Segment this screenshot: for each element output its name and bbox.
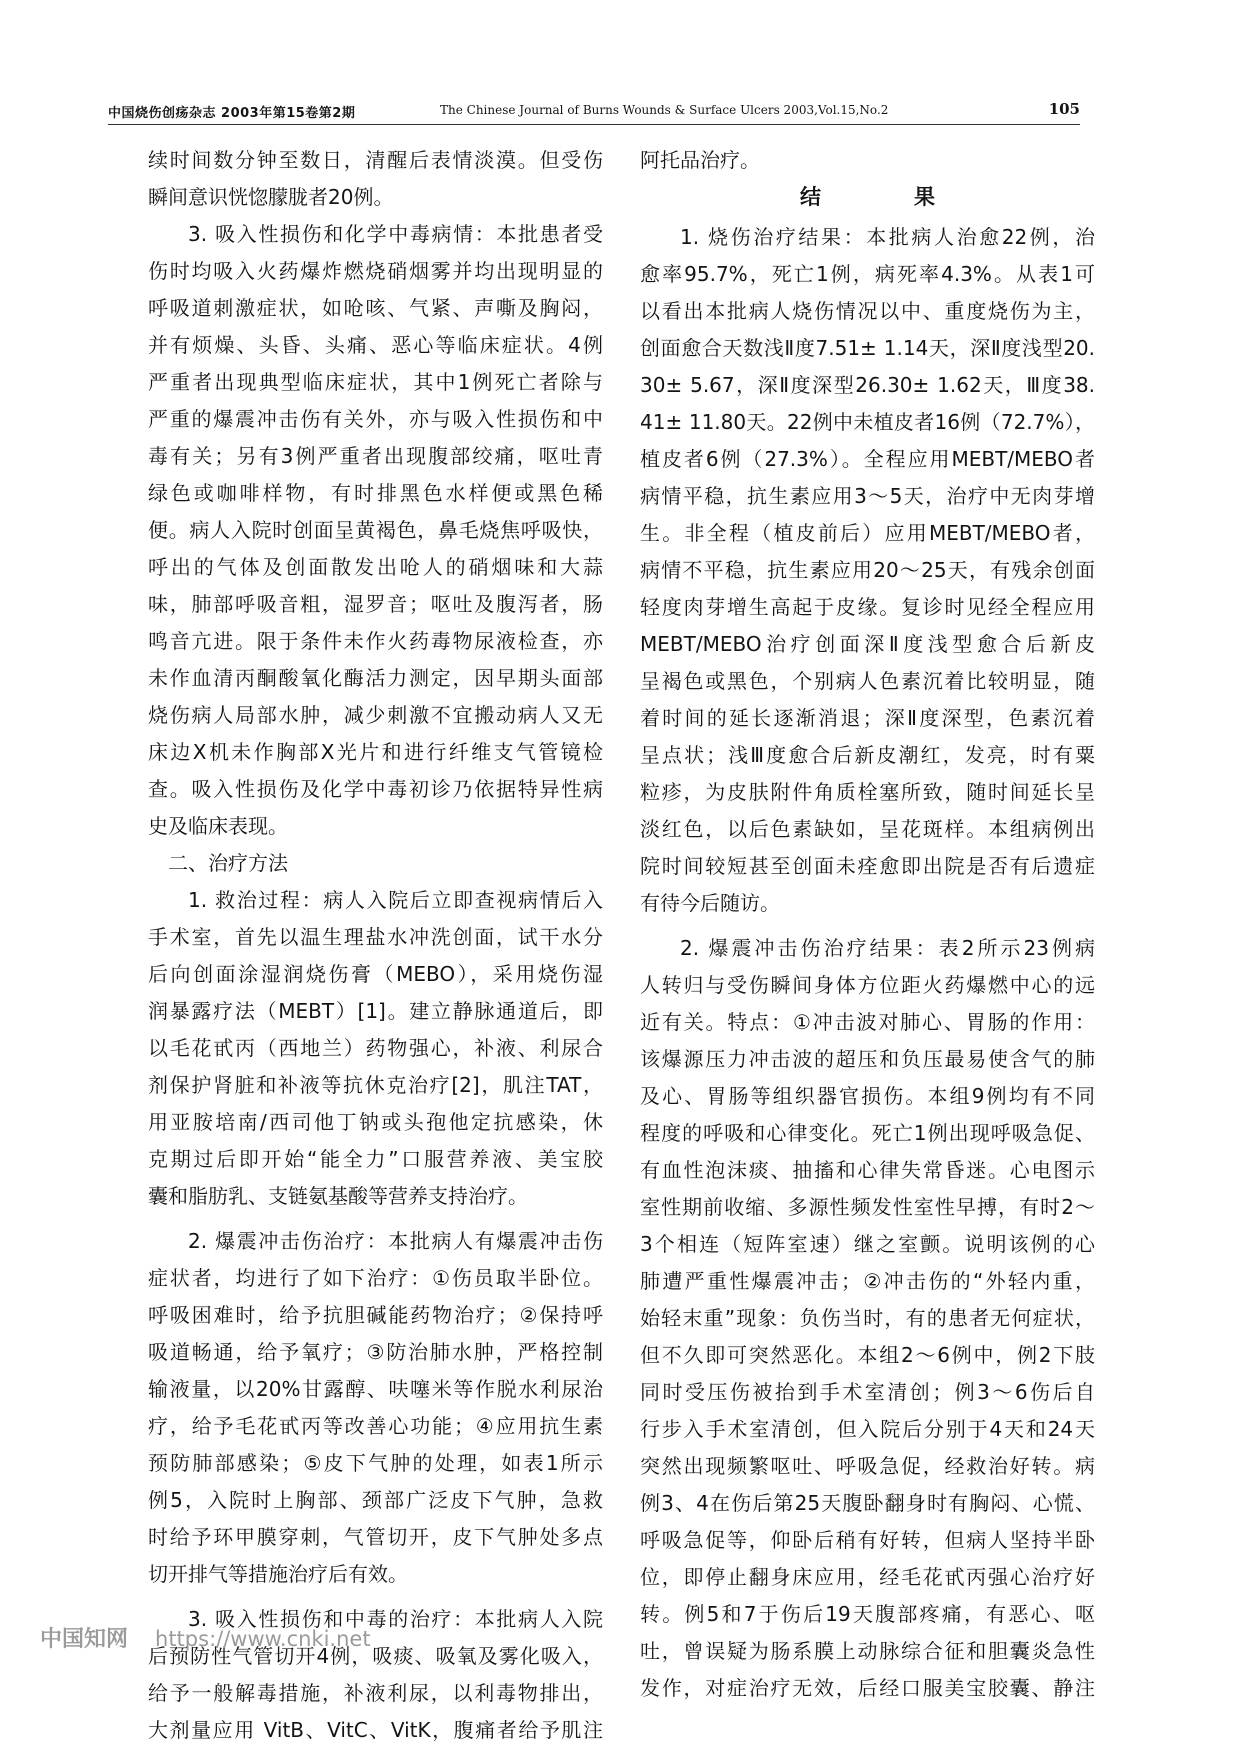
text-line: 但不久即可突然恶化。本组2～6例中，例2下肢 bbox=[640, 1343, 1095, 1367]
text-line: 同时受压伤被抬到手术室清创；例3～6伤后自 bbox=[640, 1380, 1095, 1404]
text-line: 粒疹，为皮肤附件角质栓塞所致，随时间延长呈 bbox=[640, 780, 1095, 804]
text-line: 院时间较短甚至创面未痊愈即出院是否有后遗症 bbox=[640, 854, 1095, 878]
watermark-footer bbox=[40, 1622, 371, 1652]
text-line: 囊和脂肪乳、支链氨基酸等营养支持治疗。 bbox=[148, 1184, 528, 1208]
text-line: 位，即停止翻身床应用，经毛花甙丙强心治疗好 bbox=[640, 1565, 1095, 1589]
text-line: 室性期前收缩、多源性频发性室性早搏，有时2～ bbox=[640, 1195, 1095, 1219]
text-line: 41± 11.80天。22例中未植皮者16例（72.7%）， bbox=[640, 410, 1095, 434]
text-line: 创面愈合天数浅Ⅱ度7.51± 1.14天，深Ⅱ度浅型20. bbox=[640, 336, 1095, 360]
text-line: 后预防性气管切开4例，吸痰、吸氧及雾化吸入， bbox=[148, 1644, 603, 1668]
text-line: 大剂量应用 VitB、VitC、VitK，腹痛者给予肌注 bbox=[148, 1718, 603, 1742]
text-line: 毒有关；另有3例严重者出现腹部绞痛，呕吐青 bbox=[148, 444, 603, 468]
text-line: 轻度肉芽增生高起于皮缘。复诊时见经全程应用 bbox=[640, 595, 1095, 619]
text-line: 植皮者6例（27.3%）。全程应用MEBT/MEBO者 bbox=[640, 447, 1095, 471]
text-line: 续时间数分钟至数日，清醒后表情淡漠。但受伤 bbox=[148, 148, 603, 172]
text-line: 史及临床表现。 bbox=[148, 814, 288, 838]
text-line: 症状者，均进行了如下治疗：①伤员取半卧位。 bbox=[148, 1266, 603, 1290]
text-line: 2. 爆震冲击伤治疗：本批病人有爆震冲击伤 bbox=[188, 1229, 603, 1253]
text-line: 例5，入院时上胸部、颈部广泛皮下气肿，急救 bbox=[148, 1488, 603, 1512]
text-line: 呼吸急促等，仰卧后稍有好转，但病人坚持半卧 bbox=[640, 1528, 1095, 1552]
text-line: 愈率95.7%，死亡1例，病死率4.3%。从表1可 bbox=[640, 262, 1095, 286]
text-line: 发作，对症治疗无效，后经口服美宝胶囊、静注 bbox=[640, 1676, 1095, 1700]
text-line: 用亚胺培南/西司他丁钠或头孢他定抗感染，休 bbox=[148, 1110, 603, 1134]
text-line: 便。病人入院时创面呈黄褐色，鼻毛烧焦呼吸快， bbox=[148, 518, 603, 542]
text-line: 3. 吸入性损伤和化学中毒病情：本批患者受 bbox=[188, 222, 603, 246]
text-line: 输液量，以20%甘露醇、呋噻米等作脱水利尿治 bbox=[148, 1377, 603, 1401]
text-line: 床边X机未作胸部X光片和进行纤维支气管镜检 bbox=[148, 740, 603, 764]
section-heading-results: 结 果 bbox=[800, 185, 971, 209]
text-line: 鸣音亢进。限于条件未作火药毒物尿液检查，亦 bbox=[148, 629, 603, 653]
text-line: 严重者出现典型临床症状，其中1例死亡者除与 bbox=[148, 370, 603, 394]
text-line: 行步入手术室清创，但入院后分别于4天和24天 bbox=[640, 1417, 1095, 1441]
text-line: 给予一般解毒措施，补液利尿，以利毒物排出， bbox=[148, 1681, 603, 1705]
text-line: 有待今后随访。 bbox=[640, 891, 780, 915]
journal-title-en: The Chinese Journal of Burns Wounds & Surface Ulcers 2003,Vol.15,No.2 bbox=[440, 103, 889, 117]
text-line: 未作血清丙酮酸氧化酶活力测定，因早期头面部 bbox=[148, 666, 603, 690]
text-line: 30± 5.67，深Ⅱ度深型26.30± 1.62天，Ⅲ度38. bbox=[640, 373, 1095, 397]
text-line: 例3、4在伤后第25天腹卧翻身时有胸闷、心慌、 bbox=[640, 1491, 1095, 1515]
text-line: 味，肺部呼吸音粗，湿罗音；呕吐及腹泻者，肠 bbox=[148, 592, 603, 616]
text-line: 吸道畅通，给予氧疗；③防治肺水肿，严格控制 bbox=[148, 1340, 603, 1364]
text-line: 及心、胃肠等组织器官损伤。本组9例均有不同 bbox=[640, 1084, 1095, 1108]
text-line: 呼吸道刺激症状，如呛咳、气紧、声嘶及胸闷， bbox=[148, 296, 603, 320]
text-line: 阿托品治疗。 bbox=[640, 148, 760, 172]
text-line: 后向创面涂湿润烧伤膏（MEBO），采用烧伤湿 bbox=[148, 962, 603, 986]
text-line: 病情不平稳，抗生素应用20～25天，有残余创面 bbox=[640, 558, 1095, 582]
text-line: 淡红色，以后色素缺如，呈花斑样。本组病例出 bbox=[640, 817, 1095, 841]
text-line: 呼吸困难时，给予抗胆碱能药物治疗；②保持呼 bbox=[148, 1303, 603, 1327]
text-line: 绿色或咖啡样物，有时排黑色水样便或黑色稀 bbox=[148, 481, 603, 505]
text-line: 有血性泡沫痰、抽搐和心律失常昏迷。心电图示 bbox=[640, 1158, 1095, 1182]
text-line: 程度的呼吸和心律变化。死亡1例出现呼吸急促、 bbox=[640, 1121, 1095, 1145]
text-line: 近有关。特点：①冲击波对肺心、胃肠的作用： bbox=[640, 1010, 1095, 1034]
text-line: 3个相连（短阵室速）继之室颤。说明该例的心 bbox=[640, 1232, 1095, 1256]
text-line: 生。非全程（植皮前后）应用MEBT/MEBO者， bbox=[640, 521, 1095, 545]
text-line: 人转归与受伤瞬间身体方位距火药爆燃中心的远 bbox=[640, 973, 1095, 997]
left-column bbox=[148, 142, 603, 1749]
text-line: 1. 救治过程：病人入院后立即查视病情后入 bbox=[188, 888, 603, 912]
text-line: 着时间的延长逐渐消退；深Ⅱ度深型，色素沉着 bbox=[640, 706, 1095, 730]
text-line: 肺遭严重性爆震冲击；②冲击伤的“外轻内重， bbox=[640, 1269, 1095, 1293]
text-line: 剂保护肾脏和补液等抗休克治疗[2]，肌注TAT， bbox=[148, 1073, 603, 1097]
cnki-brand: 中国知网 bbox=[40, 1627, 129, 1652]
text-line: 呈点状；浅Ⅲ度愈合后新皮潮红，发亮，时有粟 bbox=[640, 743, 1095, 767]
text-line: 病情平稳，抗生素应用3～5天，治疗中无肉芽增 bbox=[640, 484, 1095, 508]
text-line: 预防肺部感染；⑤皮下气肿的处理，如表1所示 bbox=[148, 1451, 603, 1475]
text-line: MEBT/MEBO治疗创面深Ⅱ度浅型愈合后新皮 bbox=[640, 632, 1095, 656]
right-column bbox=[640, 142, 1095, 1707]
section-heading: 二、治疗方法 bbox=[168, 851, 288, 875]
journal-title-cn: 中国烧伤创疡杂志 2003年第15卷第2期 bbox=[108, 106, 356, 121]
text-line: 呈褐色或黑色，个别病人色素沉着比较明显，随 bbox=[640, 669, 1095, 693]
text-line: 伤时均吸入火药爆炸燃烧硝烟雾并均出现明显的 bbox=[148, 259, 603, 283]
text-line: 3. 吸入性损伤和中毒的治疗：本批病人入院 bbox=[188, 1607, 603, 1631]
text-line: 2. 爆震冲击伤治疗结果：表2所示23例病 bbox=[680, 936, 1095, 960]
cnki-url: https://www.cnki.net bbox=[155, 1627, 371, 1651]
text-line: 始轻末重”现象：负伤当时，有的患者无何症状， bbox=[640, 1306, 1095, 1330]
text-line: 吐，曾误疑为肠系膜上动脉综合征和胆囊炎急性 bbox=[640, 1639, 1095, 1663]
text-line: 以看出本批病人烧伤情况以中、重度烧伤为主， bbox=[640, 299, 1095, 323]
text-line: 突然出现频繁呕吐、呼吸急促，经救治好转。病 bbox=[640, 1454, 1095, 1478]
text-line: 转。例5和7于伤后19天腹部疼痛，有恶心、呕 bbox=[640, 1602, 1095, 1626]
text-line: 并有烦燥、头昏、头痛、恶心等临床症状。4例 bbox=[148, 333, 603, 357]
text-line: 克期过后即开始“能全力”口服营养液、美宝胶 bbox=[148, 1147, 603, 1171]
text-line: 1. 烧伤治疗结果：本批病人治愈22例，治 bbox=[680, 225, 1095, 249]
text-line: 该爆源压力冲击波的超压和负压最易使含气的肺 bbox=[640, 1047, 1095, 1071]
text-line: 烧伤病人局部水肿，减少刺激不宜搬动病人又无 bbox=[148, 703, 603, 727]
text-line: 瞬间意识恍惚朦胧者20例。 bbox=[148, 185, 394, 209]
text-line: 润暴露疗法（MEBT）[1]。建立静脉通道后，即 bbox=[148, 999, 603, 1023]
page-number: 105 bbox=[1048, 100, 1080, 118]
text-line: 以毛花甙丙（西地兰）药物强心，补液、利尿合 bbox=[148, 1036, 603, 1060]
running-header bbox=[108, 100, 1080, 125]
text-line: 时给予环甲膜穿刺，气管切开，皮下气肿处多点 bbox=[148, 1525, 603, 1549]
text-line: 手术室，首先以温生理盐水冲洗创面，试干水分 bbox=[148, 925, 603, 949]
text-line: 疗，给予毛花甙丙等改善心功能；④应用抗生素 bbox=[148, 1414, 603, 1438]
text-line: 查。吸入性损伤及化学中毒初诊乃依据特异性病 bbox=[148, 777, 603, 801]
text-line: 严重的爆震冲击伤有关外，亦与吸入性损伤和中 bbox=[148, 407, 603, 431]
text-line: 切开排气等措施治疗后有效。 bbox=[148, 1562, 408, 1586]
text-line: 呼出的气体及创面散发出呛人的硝烟味和大蒜 bbox=[148, 555, 603, 579]
